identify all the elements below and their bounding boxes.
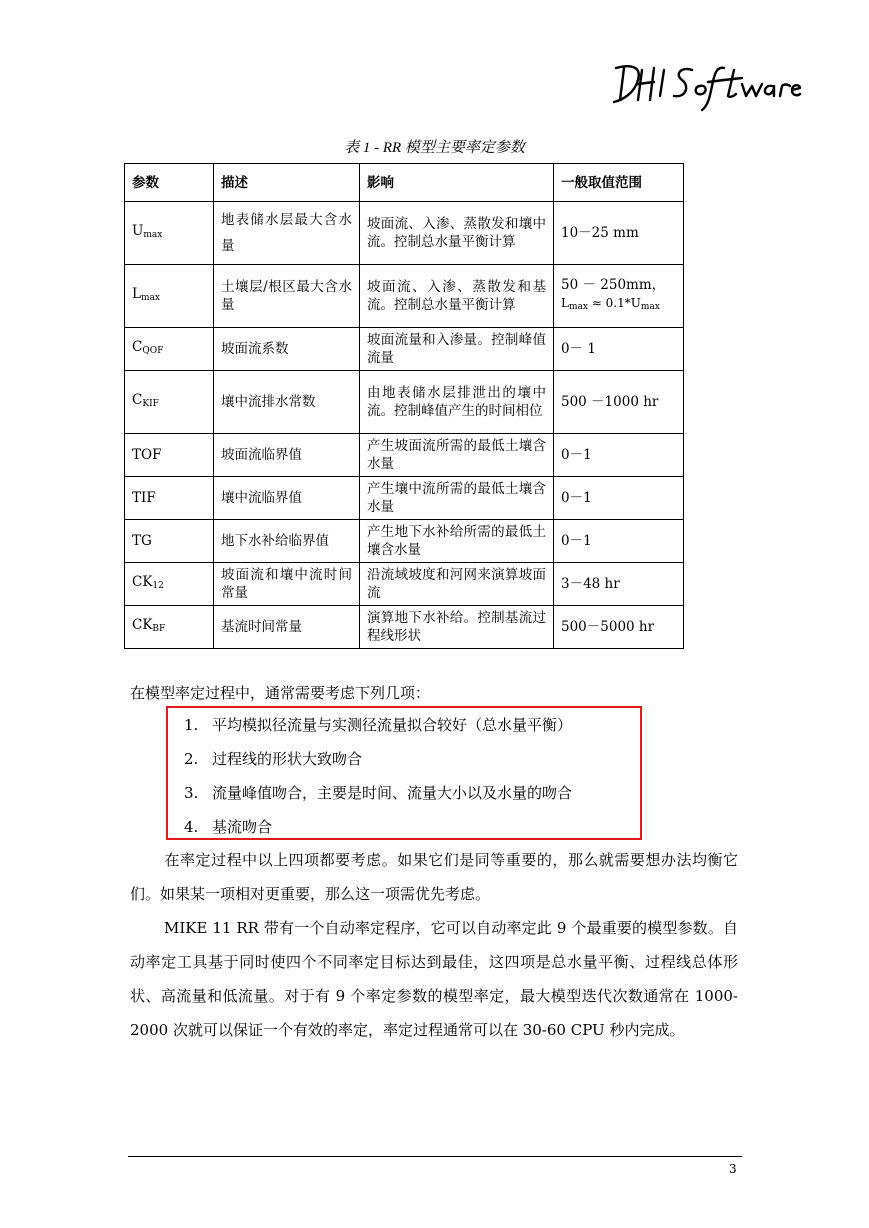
description-cell: 土壤层/根区最大含水量 [214,265,360,328]
description-cell: 地下水补给临界值 [214,520,360,563]
effect-cell: 坡面流、入渗、蒸散发和壤中流。控制总水量平衡计算 [360,202,554,265]
footer-divider [128,1156,742,1157]
effect-cell: 由地表储水层排泄出的壤中流。控制峰值产生的时间相位 [360,371,554,434]
list-item: 1. 平均模拟径流量与实测径流量拟合较好（总水量平衡） [184,716,573,734]
list-item: 2. 过程线的形状大致吻合 [184,750,363,768]
param-cell: $L_{max}$ [125,265,214,328]
table-row [125,371,684,434]
effect-cell: 产生地下水补给所需的最低土壤含水量 [360,520,554,563]
page-number: 3 [729,1162,737,1176]
param-cell: TOF [125,434,214,477]
table-row [125,328,684,371]
table-row [125,606,684,649]
description-cell: 壤中流排水常数 [214,371,360,434]
dhi-software-logo [612,56,802,112]
range-line-2: $L_{max} \approx 0.1*U_{max}$ [561,296,660,312]
description-cell: 壤中流临界值 [214,477,360,520]
effect-cell: 演算地下水补给。控制基流过程线形状 [360,606,554,649]
table-row [125,434,684,477]
param-cell: $C_{QOF}$ [125,328,214,371]
table-row [125,202,684,265]
description-cell: 坡面流和壤中流时间常量 [214,563,360,606]
paragraph-balance: 在率定过程中以上四项都要考虑。如果它们是同等重要的，那么就需要想办法均衡它们。如果某一项相对更重要，那么这一项需优先考虑。 [130,851,738,903]
param-cell: TIF [125,477,214,520]
table-header-row [125,164,684,202]
list-item: 4. 基流吻合 [184,818,273,836]
header-param: 参数 [125,164,214,202]
effect-cell: 产生坡面流所需的最低土壤含水量 [360,434,554,477]
header-description: 描述 [214,164,360,202]
header-effect: 影响 [360,164,554,202]
description-cell: 坡面流临界值 [214,434,360,477]
param-cell: $CK_{12}$ [125,563,214,606]
table-caption: 表 1 - RR 模型主要率定参数 [344,140,525,156]
range-cell: 0－1 [554,477,684,520]
range-cell: 0－1 [554,520,684,563]
table-row [125,520,684,563]
range-line-1: 50 － 250mm， [561,277,666,293]
range-cell: 10－25 mm [554,202,684,265]
range-cell: 3－48 hr [554,563,684,606]
range-cell [554,265,684,328]
range-cell: 0－1 [554,434,684,477]
range-cell: 500－5000 hr [554,606,684,649]
range-cell: 0－ 1 [554,328,684,371]
header-range: 一般取值范围 [554,164,684,202]
table-row [125,265,684,328]
effect-cell: 坡面流量和入渗量。控制峰值流量 [360,328,554,371]
paragraph-autocalibration: MIKE 11 RR 带有一个自动率定程序，它可以自动率定此 9 个最重要的模型参数。自动率定工具基于同时使四个不同率定目标达到最佳，这四项是总水量平衡、过程线总体形状、高流量和低流量。对于有 9 个率定参数的模型率定，最大模型迭代次数通常在 1000-2000 次就可以保证一个有效的率定，率定过程通常可以在 30-60 CPU 秒内完成。 [130,919,738,1039]
param-cell: $CK_{BF}$ [125,606,214,649]
description-cell: 坡面流系数 [214,328,360,371]
param-cell: $U_{max}$ [125,202,214,265]
range-cell: 500 －1000 hr [554,371,684,434]
table-row [125,563,684,606]
description-cell: 基流时间常量 [214,606,360,649]
list-item: 3. 流量峰值吻合，主要是时间、流量大小以及水量的吻合 [184,784,573,802]
param-cell: TG [125,520,214,563]
table-row [125,477,684,520]
description-cell: 地表储水层最大含水量 [214,202,360,265]
highlight-box [166,706,642,840]
param-cell: $C_{KIF}$ [125,371,214,434]
effect-cell: 产生壤中流所需的最低土壤含水量 [360,477,554,520]
effect-cell: 沿流域坡度和河网来演算坡面流 [360,563,554,606]
effect-cell: 坡面流、入渗、蒸散发和基流。控制总水量平衡计算 [360,265,554,328]
parameter-table [124,163,684,649]
intro-text: 在模型率定过程中，通常需要考虑下列几项： [130,684,431,702]
